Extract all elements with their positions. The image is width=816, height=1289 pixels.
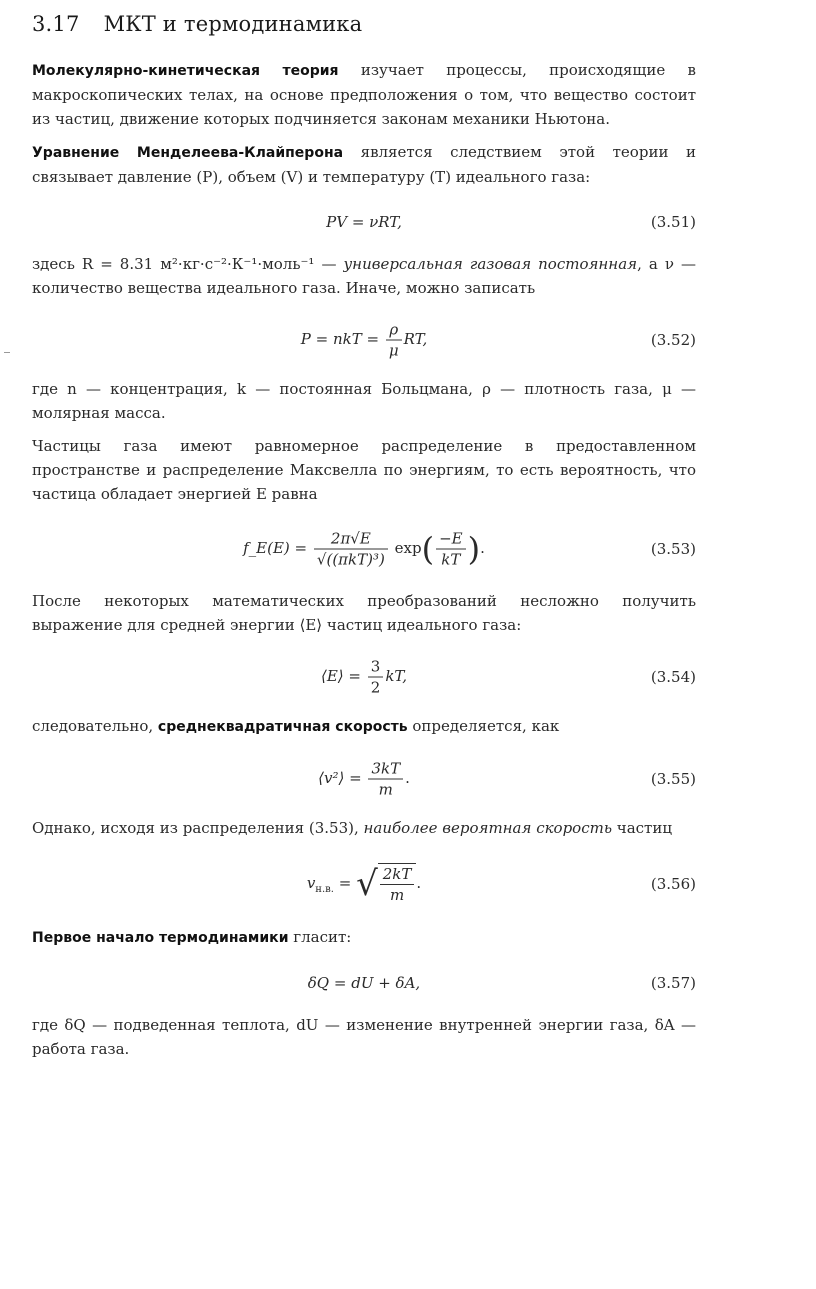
radicand <box>378 863 417 905</box>
fraction-numerator: 3kT <box>368 759 403 780</box>
paragraph-maxwell <box>32 434 696 506</box>
paragraph-rms-speed <box>32 714 696 739</box>
paragraph-text: где n — концентрация, k — постоянная Больцмана, ρ — плотность газа, μ — молярная масса. <box>32 380 696 422</box>
formula-right: RT, <box>403 330 428 348</box>
paragraph-definitions <box>32 377 696 425</box>
equation-number: (3.54) <box>650 668 696 686</box>
fraction <box>314 529 388 570</box>
document-content <box>32 12 696 1070</box>
paragraph-text: После некоторых математических преобразований несложно получить выражение для средней энергии ⟨E⟩ частиц идеального газа: <box>32 592 696 634</box>
term-first-law: Первое начало термодинамики <box>32 930 289 946</box>
section-number: 3.17 <box>32 12 80 36</box>
square-root <box>356 863 416 905</box>
fraction <box>368 657 384 698</box>
formula-right: . <box>405 769 410 787</box>
fraction-numerator: −E <box>436 529 466 550</box>
paragraph-probable-speed <box>32 816 696 840</box>
formula-left: f_E(E) = <box>243 539 308 557</box>
equation-3-57 <box>32 959 696 1007</box>
paragraph-text: следовательно, <box>32 717 158 735</box>
formula-left: v <box>306 874 316 892</box>
paragraph-text: является следствием этой теории и связывает давление (P), объем (V) и температуру (T) идеального газа: <box>32 143 696 186</box>
equation-3-55 <box>32 748 696 810</box>
paragraph-text: определяется, как <box>407 717 560 735</box>
fraction-denominator: μ <box>388 341 399 360</box>
paragraph-text: Частицы газа имеют равномерное распределение в предоставленном пространстве и распределение Максвелла по энергиям, то есть вероятность, что частица обладает энергией E равна <box>32 437 696 503</box>
paragraph-first-law-terms <box>32 1013 696 1061</box>
paragraph-text: , а ν — количество вещества идеального газа. Иначе, можно записать <box>32 255 696 297</box>
fraction-numerator: 2π√E <box>314 529 388 550</box>
equation-formula: PV = νRT, <box>326 213 402 231</box>
paragraph-text: изучает процессы, происходящие в макроскопических телах, на основе предположения о том, что вещество состоит из частиц, движение которых подчиняется законам механики Ньютона. <box>32 61 696 128</box>
formula-right: kT, <box>385 667 407 685</box>
equation-number: (3.51) <box>650 213 696 231</box>
equation-number: (3.55) <box>650 770 696 788</box>
formula-left: ⟨v²⟩ = <box>318 769 362 787</box>
formula-left-subscript: н.в. <box>315 884 334 895</box>
fraction-denominator: √((πkT)³) <box>316 550 385 569</box>
equation-3-52 <box>32 309 696 371</box>
formula-eqsign: = <box>333 874 352 892</box>
margin-mark <box>4 352 10 353</box>
fraction <box>436 529 466 570</box>
equation-number: (3.56) <box>650 875 696 893</box>
fraction-denominator: kT <box>441 550 461 569</box>
equation-formula <box>32 759 696 800</box>
fraction-denominator: m <box>389 886 405 904</box>
section-title: МКТ и термодинамика <box>103 12 363 36</box>
exp-function: exp <box>394 539 422 557</box>
formula-left: ⟨E⟩ = <box>321 667 361 685</box>
fraction-denominator: 2 <box>370 678 381 697</box>
equation-formula <box>32 529 696 570</box>
paragraph-mean-energy <box>32 589 696 637</box>
equation-number: (3.52) <box>650 331 696 349</box>
term-probable-speed: наиболее вероятная скорость <box>363 819 613 837</box>
equation-3-53 <box>32 515 696 583</box>
section-heading <box>32 12 696 36</box>
term-rms-speed: среднеквадратичная скорость <box>157 719 408 735</box>
fraction <box>368 759 403 800</box>
equation-formula <box>32 657 696 698</box>
fraction <box>386 320 402 361</box>
term-mendeleev: Уравнение Менделеева-Клайперона <box>32 145 344 161</box>
paragraph-first-law <box>32 925 696 950</box>
paragraph-mendeleev <box>32 140 696 189</box>
term-gas-constant: универсальная газовая постоянная <box>343 255 638 273</box>
formula-right: . <box>416 874 422 892</box>
paren-close: ) <box>467 530 481 568</box>
paren-open: ( <box>421 530 435 568</box>
paragraph-mkt <box>32 58 696 131</box>
fraction-numerator: 3 <box>368 657 384 678</box>
paragraph-text: частиц <box>612 819 672 837</box>
fraction-numerator: ρ <box>386 320 402 341</box>
formula-tail: . <box>480 539 485 557</box>
equation-number: (3.57) <box>650 974 696 992</box>
fraction-denominator: m <box>378 780 393 799</box>
paragraph-gas-constant <box>32 252 696 300</box>
fraction-numerator: 2kT <box>380 864 415 885</box>
equation-number: (3.53) <box>650 540 696 558</box>
paragraph-text: где δQ — подведенная теплота, dU — изменение внутренней энергии газа, δA — работа газа. <box>32 1016 696 1058</box>
equation-formula: δQ = dU + δA, <box>307 974 421 992</box>
equation-3-54 <box>32 646 696 708</box>
term-mkt: Молекулярно-кинетическая теория <box>32 63 339 79</box>
paragraph-text: здесь R = 8.31 м²·кг·с⁻²·К⁻¹·моль⁻¹ — <box>32 255 344 273</box>
equation-formula <box>32 863 696 905</box>
paragraph-text: Однако, исходя из распределения (3.53), <box>32 819 364 837</box>
formula-left: P = nkT = <box>300 330 380 348</box>
equation-3-56 <box>32 849 696 919</box>
equation-formula <box>32 320 696 361</box>
fraction <box>380 864 415 905</box>
paragraph-text: гласит: <box>288 928 352 946</box>
equation-3-51 <box>32 198 696 246</box>
radical-sign: √ <box>356 864 378 904</box>
